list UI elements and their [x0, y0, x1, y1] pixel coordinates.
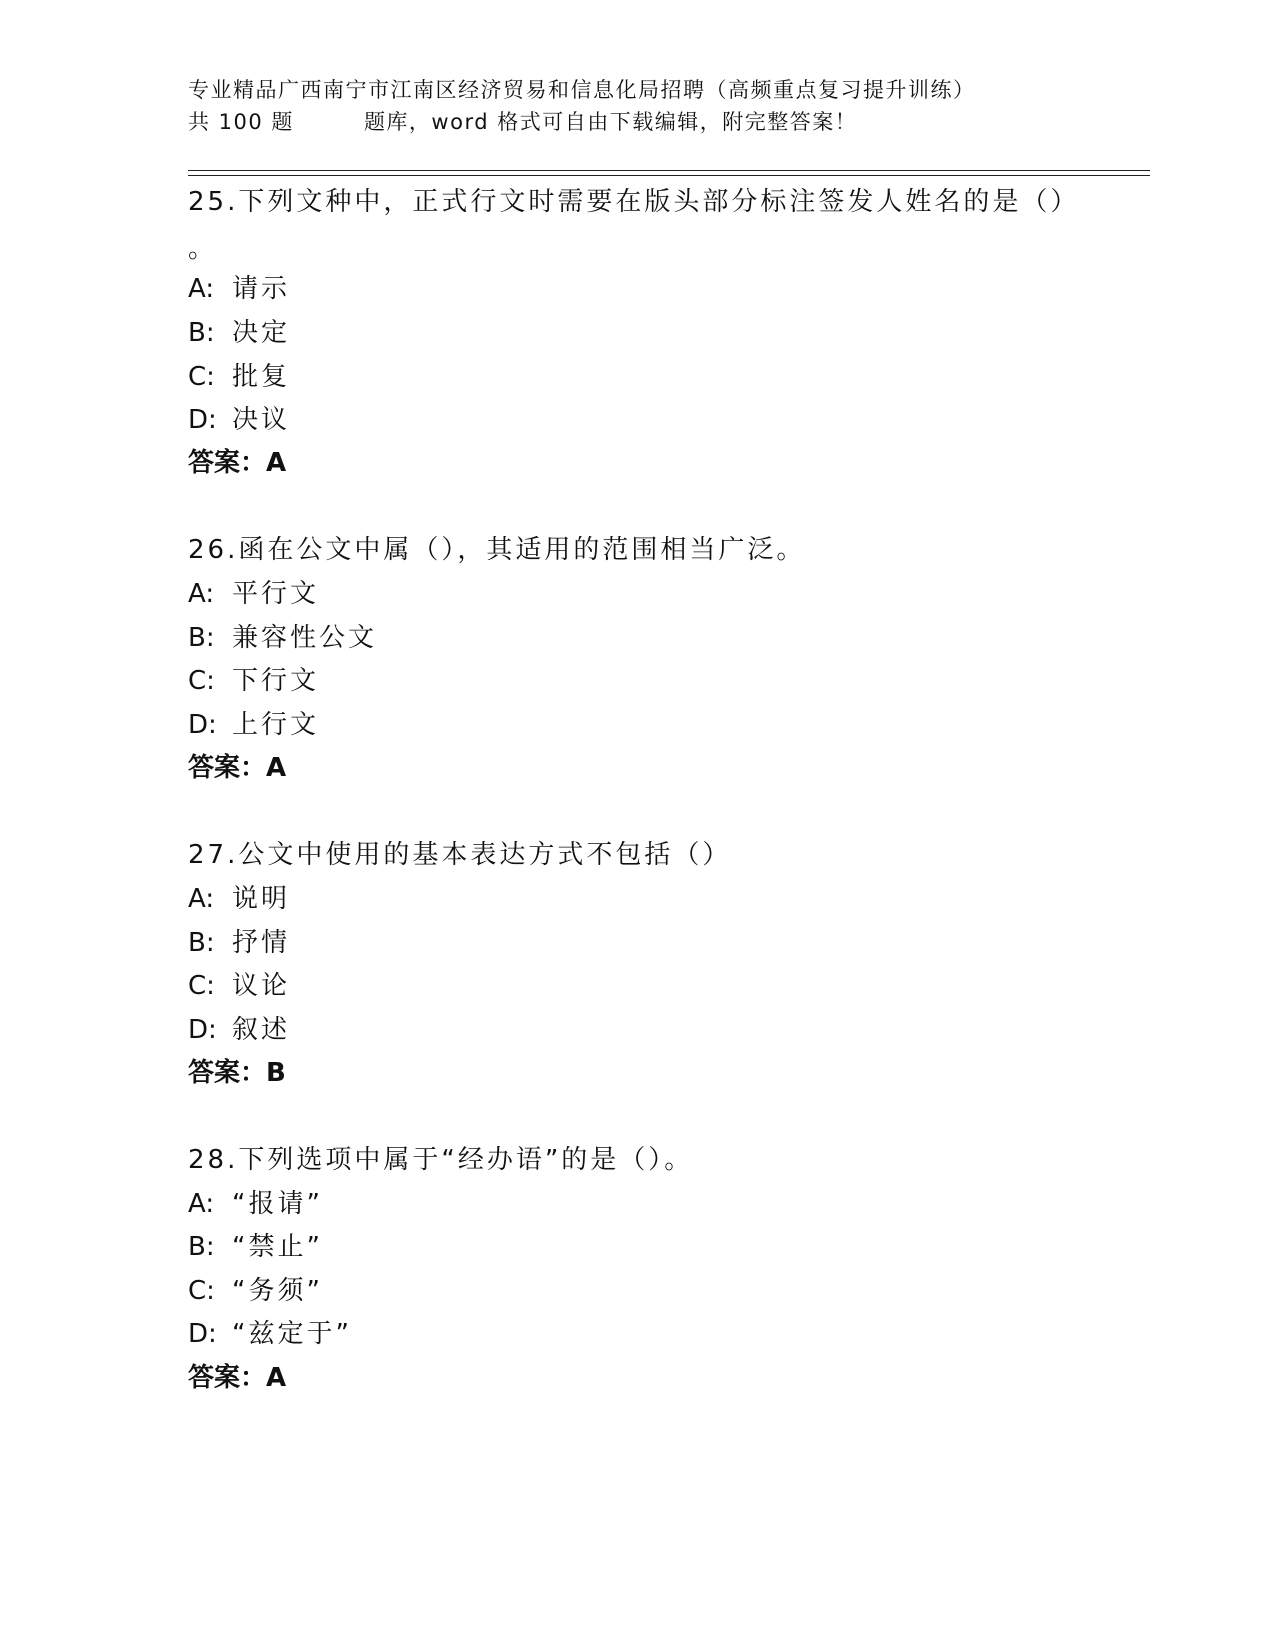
option-text: 批复 — [232, 362, 291, 392]
option-letter: B: — [188, 623, 215, 653]
header-subtitle — [188, 106, 1088, 138]
header-title: 专业精品广西南宁市江南区经济贸易和信息化局招聘（高频重点复习提升训练） — [188, 78, 976, 102]
option-b — [188, 1230, 323, 1264]
header-divider-bottom — [188, 175, 1150, 176]
option-d — [188, 1013, 290, 1047]
option-letter: C: — [188, 971, 215, 1001]
option-text: “报请” — [232, 1189, 323, 1219]
option-c — [188, 969, 290, 1003]
option-c — [188, 360, 290, 394]
option-a — [188, 272, 290, 306]
option-letter: D: — [188, 1319, 217, 1349]
option-text: 上行文 — [232, 710, 320, 740]
option-text: 议论 — [232, 971, 291, 1001]
option-text: 说明 — [232, 884, 291, 914]
answer-line: 答案：A — [188, 753, 287, 783]
option-b — [188, 316, 290, 350]
option-letter: C: — [188, 362, 215, 392]
option-text: 叙述 — [232, 1015, 291, 1045]
question-stem-continuation: 。 — [188, 234, 215, 264]
option-letter: B: — [188, 318, 215, 348]
option-letter: C: — [188, 666, 215, 696]
option-letter: A: — [188, 274, 215, 304]
option-a — [188, 1187, 323, 1221]
answer-line: 答案：A — [188, 448, 287, 478]
option-d — [188, 1317, 352, 1351]
option-text: 下行文 — [232, 666, 320, 696]
option-letter: D: — [188, 710, 217, 740]
option-text: “兹定于” — [232, 1319, 352, 1349]
option-letter: A: — [188, 1189, 215, 1219]
answer-line: 答案：A — [188, 1363, 287, 1393]
option-letter: B: — [188, 928, 215, 958]
option-text: 平行文 — [232, 579, 320, 609]
header-divider-top — [188, 170, 1150, 171]
header-count: 共 100 题 — [188, 110, 294, 134]
header-note: 题库，word 格式可自由下载编辑，附完整答案！ — [363, 110, 858, 134]
option-letter: A: — [188, 884, 215, 914]
option-text: “禁止” — [232, 1232, 323, 1262]
question-stem: 27.公文中使用的基本表达方式不包括（） — [188, 840, 732, 870]
option-a — [188, 882, 290, 916]
option-text: 抒情 — [232, 928, 291, 958]
question-stem: 26.函在公文中属（），其适用的范围相当广泛。 — [188, 535, 806, 565]
option-letter: D: — [188, 405, 217, 435]
document-header — [188, 74, 1088, 138]
answer-line: 答案：B — [188, 1058, 286, 1088]
option-letter: C: — [188, 1276, 215, 1306]
option-b — [188, 926, 290, 960]
option-c — [188, 1274, 323, 1308]
option-d — [188, 403, 290, 437]
option-text: 决议 — [232, 405, 291, 435]
option-text: “务须” — [232, 1276, 323, 1306]
question-stem: 25.下列文种中，正式行文时需要在版头部分标注签发人姓名的是（） — [188, 187, 1080, 217]
question-stem: 28.下列选项中属于“经办语”的是（）。 — [188, 1145, 694, 1175]
option-letter: D: — [188, 1015, 217, 1045]
option-text: 请示 — [232, 274, 291, 304]
option-letter: B: — [188, 1232, 215, 1262]
option-c — [188, 664, 319, 698]
option-letter: A: — [188, 579, 215, 609]
option-text: 兼容性公文 — [232, 623, 378, 653]
option-text: 决定 — [232, 318, 291, 348]
option-b — [188, 621, 377, 655]
option-a — [188, 577, 319, 611]
option-d — [188, 708, 319, 742]
